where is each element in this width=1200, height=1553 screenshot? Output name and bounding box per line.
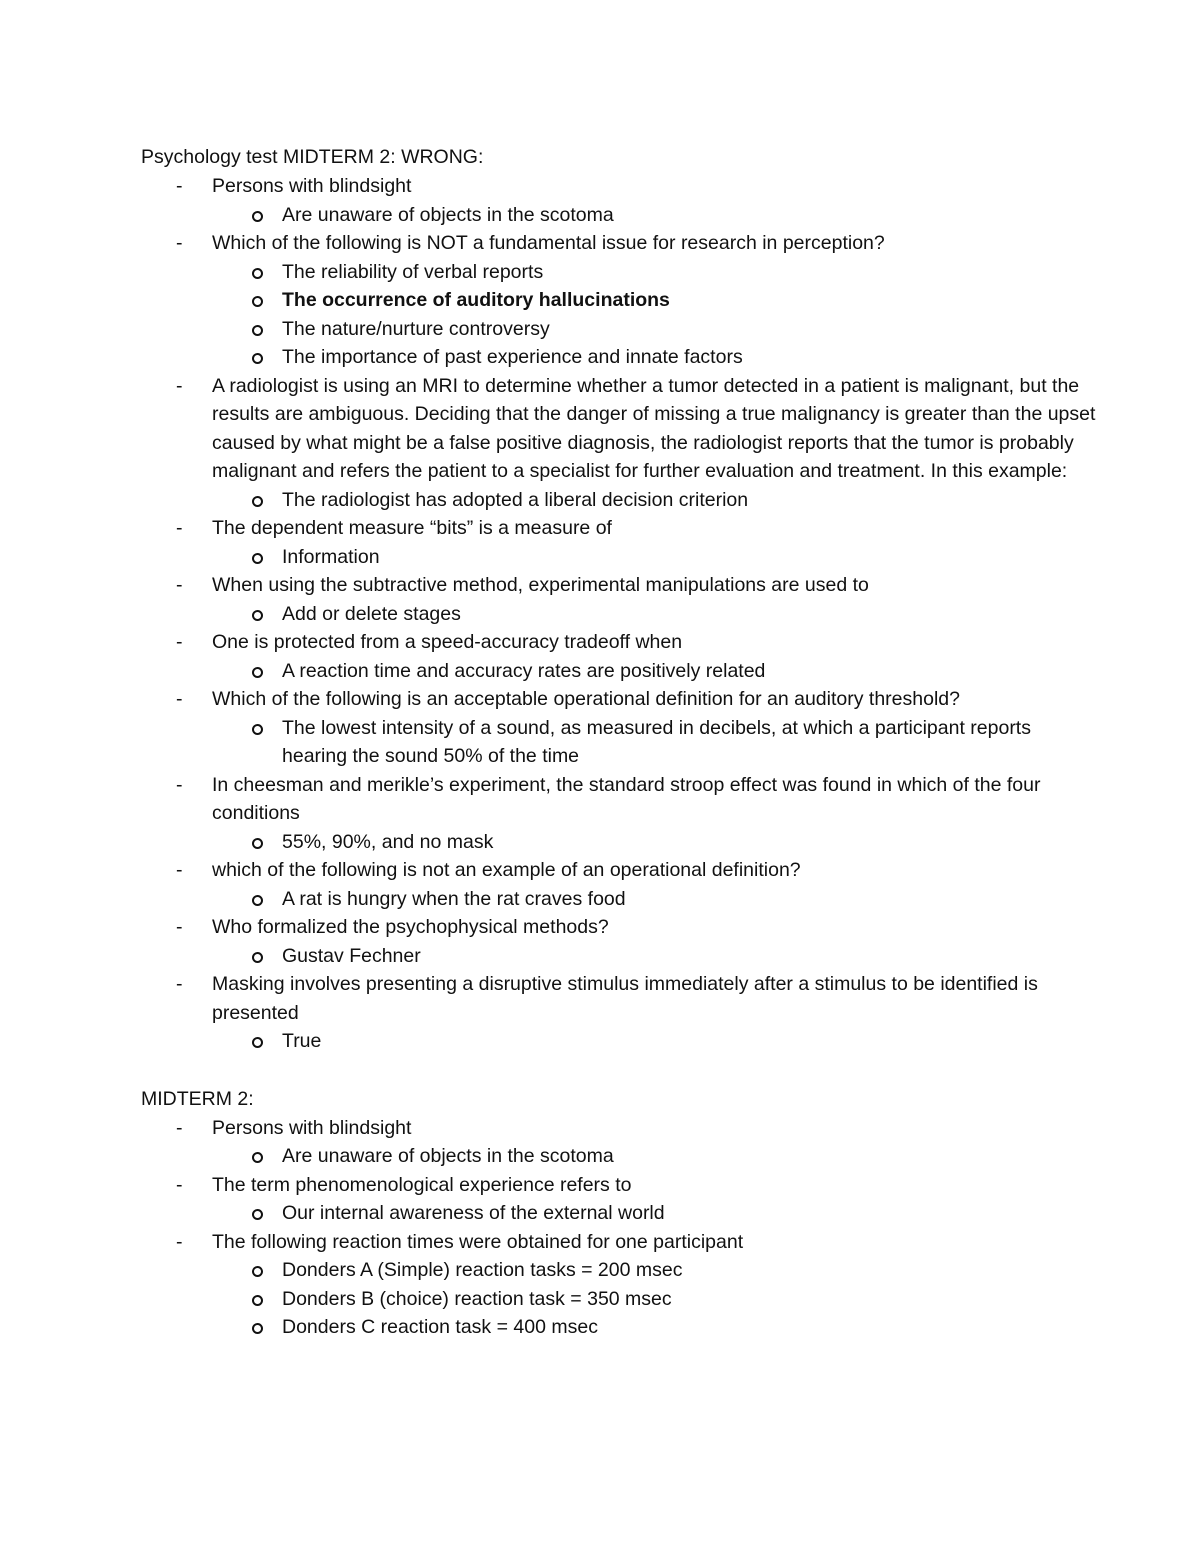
question-item [141, 970, 1101, 1056]
answer-text: True [282, 1030, 322, 1052]
answer-item [212, 486, 1101, 515]
circle-bullet-icon [252, 353, 263, 364]
question-list [141, 172, 1101, 1056]
answer-list [212, 543, 1101, 572]
answer-item [212, 657, 1101, 686]
dash-bullet-icon: - [176, 574, 183, 596]
answer-list [212, 1256, 1101, 1342]
answer-list [212, 657, 1101, 686]
question-item [141, 571, 1101, 628]
question-text: Which of the following is NOT a fundamental issue for research in perception? [212, 232, 885, 254]
answer-list [212, 714, 1101, 771]
question-item [141, 685, 1101, 771]
answer-text: Information [282, 545, 380, 568]
question-text: The term phenomenological experience refers to [212, 1173, 632, 1196]
question-text: One is protected from a speed-accuracy tradeoff when [212, 631, 683, 653]
answer-list [212, 258, 1101, 372]
document-body [141, 143, 1101, 1342]
question-text: Who formalized the psychophysical methods? [212, 916, 609, 938]
dash-bullet-icon: - [176, 1230, 183, 1253]
dash-bullet-icon: - [176, 973, 183, 995]
answer-text: The radiologist has adopted a liberal decision criterion [282, 488, 749, 511]
section-title: Psychology test MIDTERM 2: WRONG: [141, 146, 484, 168]
section-title: MIDTERM 2: [141, 1087, 254, 1110]
question-text: In cheesman and merikle’s experiment, the standard stroop effect was found in which of the four conditions [212, 773, 1041, 824]
question-item [141, 856, 1101, 913]
answer-text: 55%, 90%, and no mask [282, 830, 494, 853]
answer-text: The importance of past experience and innate factors [282, 346, 743, 368]
answer-item [212, 1199, 1101, 1228]
question-text: Which of the following is an acceptable operational definition for an auditory threshold? [212, 688, 960, 710]
answer-list [212, 942, 1101, 971]
question-item [141, 372, 1101, 515]
question-text: The dependent measure “bits” is a measure of [212, 517, 612, 539]
question-item [141, 771, 1101, 857]
answer-item [212, 1027, 1101, 1056]
circle-bullet-icon [252, 838, 263, 849]
dash-bullet-icon: - [176, 859, 183, 881]
question-item [141, 172, 1101, 229]
answer-text: Are unaware of objects in the scotoma [282, 1145, 614, 1167]
answer-list [212, 828, 1101, 857]
circle-bullet-icon [252, 1037, 263, 1048]
circle-bullet-icon [252, 496, 263, 507]
circle-bullet-icon [252, 952, 263, 963]
circle-bullet-icon [252, 895, 263, 906]
answer-item [212, 315, 1101, 344]
answer-item [212, 885, 1101, 914]
answer-item [212, 1256, 1101, 1285]
answer-item [212, 1313, 1101, 1342]
answer-text: The reliability of verbal reports [282, 260, 544, 283]
dash-bullet-icon: - [176, 1173, 183, 1196]
answer-text: Gustav Fechner [282, 944, 421, 967]
answer-text: A reaction time and accuracy rates are positively related [282, 659, 766, 682]
circle-bullet-icon [252, 296, 263, 307]
answer-text: The nature/nurture controversy [282, 317, 550, 340]
dash-bullet-icon: - [176, 517, 183, 539]
question-text: Persons with blindsight [212, 1116, 412, 1139]
answer-item [212, 1285, 1101, 1314]
answer-item [212, 714, 1101, 771]
answer-text: Our internal awareness of the external world [282, 1202, 665, 1224]
dash-bullet-icon: - [176, 916, 183, 938]
answer-text: Donders B (choice) reaction task = 350 msec [282, 1287, 672, 1310]
dash-bullet-icon: - [176, 688, 183, 710]
circle-bullet-icon [252, 610, 263, 621]
answer-item [212, 286, 1101, 315]
answer-text: A rat is hungry when the rat craves food [282, 887, 626, 910]
answer-list [212, 600, 1101, 629]
question-item [141, 1228, 1101, 1342]
answer-item [212, 600, 1101, 629]
question-item [141, 514, 1101, 571]
answer-item [212, 343, 1101, 372]
answer-item [212, 942, 1101, 971]
circle-bullet-icon [252, 325, 263, 336]
circle-bullet-icon [252, 1152, 263, 1163]
answer-text: The occurrence of auditory hallucinations [282, 289, 670, 311]
answer-item [212, 258, 1101, 287]
dash-bullet-icon: - [176, 1116, 183, 1139]
circle-bullet-icon [252, 1323, 263, 1334]
question-item [141, 1171, 1101, 1228]
question-text: Persons with blindsight [212, 175, 412, 197]
answer-list [212, 1199, 1101, 1228]
dash-bullet-icon: - [176, 175, 183, 197]
question-item [141, 628, 1101, 685]
dash-bullet-icon: - [176, 374, 183, 397]
answer-text: Add or delete stages [282, 602, 461, 625]
question-text: which of the following is not an example of an operational definition? [212, 859, 801, 881]
question-list [141, 1114, 1101, 1342]
answer-item [212, 1142, 1101, 1171]
question-item [141, 913, 1101, 970]
answer-item [212, 201, 1101, 230]
answer-text: Are unaware of objects in the scotoma [282, 203, 614, 226]
dash-bullet-icon: - [176, 631, 183, 653]
answer-list [212, 201, 1101, 230]
circle-bullet-icon [252, 1209, 263, 1220]
answer-item [212, 828, 1101, 857]
circle-bullet-icon [252, 1266, 263, 1277]
answer-text: The lowest intensity of a sound, as measured in decibels, at which a participant reports hearing the sound 50% of the time [282, 716, 1031, 767]
question-text: When using the subtractive method, experimental manipulations are used to [212, 574, 869, 596]
answer-list [212, 1027, 1101, 1056]
circle-bullet-icon [252, 553, 263, 564]
answer-item [212, 543, 1101, 572]
circle-bullet-icon [252, 268, 263, 279]
answer-text: Donders A (Simple) reaction tasks = 200 msec [282, 1259, 683, 1281]
question-text: The following reaction times were obtained for one participant [212, 1230, 744, 1253]
circle-bullet-icon [252, 667, 263, 678]
dash-bullet-icon: - [176, 773, 183, 796]
answer-text: Donders C reaction task = 400 msec [282, 1316, 598, 1338]
question-item [141, 229, 1101, 372]
question-text: Masking involves presenting a disruptive stimulus immediately after a stimulus to be identified is presented [212, 973, 1038, 1024]
answer-list [212, 1142, 1101, 1171]
circle-bullet-icon [252, 211, 263, 222]
circle-bullet-icon [252, 1295, 263, 1306]
question-text: A radiologist is using an MRI to determine whether a tumor detected in a patient is malignant, but the results are ambiguous. Deciding that the danger of missing a true malignancy is greater than the upset caused by what might be a false positive diagnosis, the radiologist reports that the tumor is probably malignant and refers the patient to a specialist for further evaluation and treatment. In this example: [212, 374, 1096, 482]
dash-bullet-icon: - [176, 232, 183, 254]
circle-bullet-icon [252, 724, 263, 735]
question-item [141, 1114, 1101, 1171]
answer-list [212, 885, 1101, 914]
answer-list [212, 486, 1101, 515]
section-spacer [141, 1056, 1101, 1085]
